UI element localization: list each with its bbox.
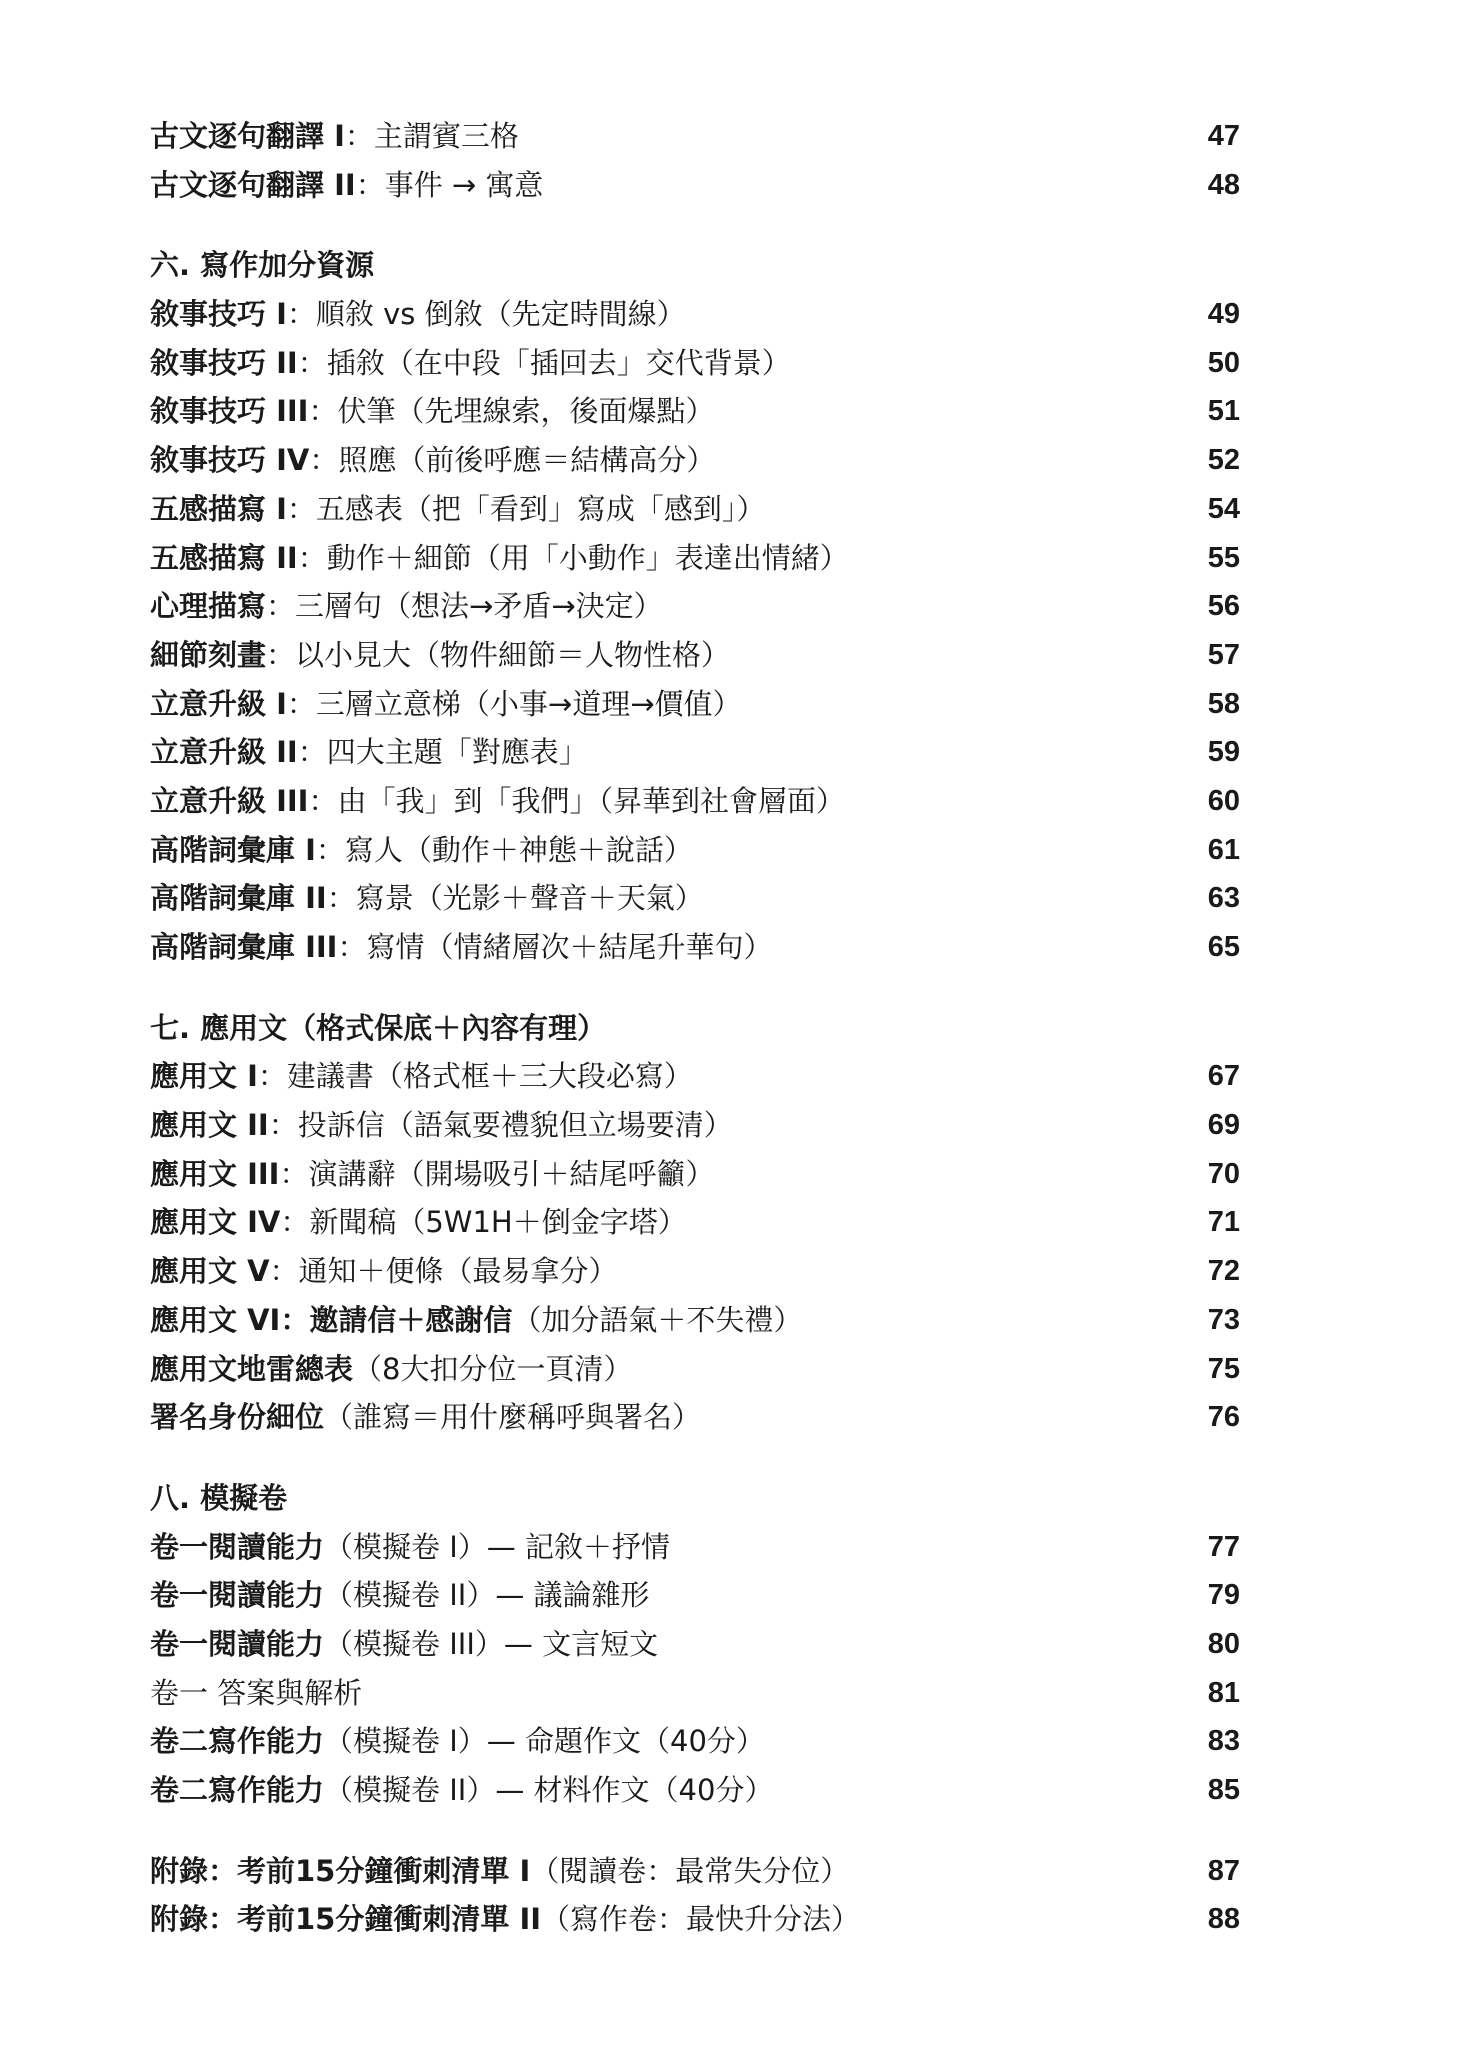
toc-entry[interactable] — [150, 1393, 1240, 1442]
toc-entry-lead: 卷二寫作能力 — [150, 1724, 325, 1759]
section-gap — [150, 209, 1240, 241]
toc-page-number: 73 — [1207, 1303, 1240, 1336]
toc-page-number: 71 — [1207, 1206, 1240, 1239]
toc-entry-title — [150, 1247, 618, 1296]
toc-entry-lead: 古文逐句翻譯 II — [150, 167, 356, 202]
toc-page-number: 55 — [1207, 541, 1240, 574]
toc-entry-lead: 敘事技巧 IV — [150, 443, 310, 478]
toc-entry-detail: ：演講辭（開場吸引＋結尾呼籲） — [279, 1156, 715, 1191]
toc-page-number: 70 — [1207, 1157, 1240, 1190]
toc-entry-detail: ：插敘（在中段「插回去」交代背景） — [297, 345, 791, 380]
section-heading: 八. 模擬卷 — [150, 1480, 288, 1515]
toc-entry-title — [150, 680, 742, 729]
toc-entry-title — [150, 1669, 362, 1718]
toc-entry-detail: ：照應（前後呼應＝結構高分） — [309, 443, 716, 478]
toc-entry-detail: （模擬卷 I）— 記敘＋抒情 — [324, 1529, 671, 1564]
toc-entry-title — [150, 1150, 714, 1199]
toc-entry-detail: 卷一 答案與解析 — [150, 1675, 363, 1710]
toc-entry-lead: 附錄：考前15分鐘衝刺清單 I — [150, 1853, 531, 1888]
toc-page-number: 67 — [1207, 1060, 1240, 1093]
toc-entry[interactable] — [150, 485, 1240, 534]
toc-entry-detail: ：以小見大（物件細節＝人物性格） — [266, 637, 731, 672]
toc-page-number: 54 — [1207, 492, 1240, 525]
toc-page-number: 63 — [1207, 882, 1240, 915]
toc-entry-lead: 立意升級 II — [150, 735, 298, 770]
toc-page-number: 80 — [1207, 1627, 1240, 1660]
toc-entry[interactable] — [150, 631, 1240, 680]
toc-entry[interactable] — [150, 1296, 1240, 1345]
toc-entry-detail: （8大扣分位一頁清） — [353, 1351, 633, 1386]
toc-entry-detail: （模擬卷 III）— 文言短文 — [324, 1626, 659, 1661]
toc-entry-lead: 卷一閱讀能力 — [150, 1578, 325, 1613]
toc-entry-lead: 應用文 III — [150, 1156, 280, 1191]
toc-entry-lead: 應用文 IV — [150, 1205, 281, 1240]
toc-entry-title — [150, 161, 543, 210]
toc-entry-detail: ：主謂賓三格 — [344, 119, 519, 153]
toc-entry-detail: ：寫人（動作＋神態＋說話） — [315, 832, 693, 867]
toc-entry-title — [150, 1345, 632, 1394]
toc-entry-title — [150, 112, 519, 161]
toc-page-number: 56 — [1207, 590, 1240, 623]
toc-entry-lead: 應用文 II — [150, 1108, 269, 1143]
toc-page-number: 52 — [1207, 444, 1240, 477]
toc-entry-detail: ：投訴信（語氣要禮貌但立場要清） — [268, 1108, 733, 1143]
toc-entry-lead: 心理描寫 — [150, 589, 267, 624]
toc-page-number: 87 — [1207, 1854, 1240, 1887]
toc-entry-detail: ：新聞稿（5W1H＋倒金字塔） — [280, 1205, 687, 1240]
toc-entry[interactable] — [150, 777, 1240, 826]
toc-entry-lead: 應用文 VI：邀請信＋感謝信 — [150, 1302, 513, 1337]
toc-entry[interactable] — [150, 826, 1240, 875]
toc-entry-lead: 應用文地雷總表 — [150, 1351, 354, 1386]
toc-page-number: 77 — [1207, 1530, 1240, 1563]
toc-page-number: 88 — [1207, 1903, 1240, 1936]
toc-entry-detail: ：寫景（光影＋聲音＋天氣） — [326, 881, 704, 916]
toc-entry-detail: （加分語氣＋不失禮） — [512, 1302, 803, 1337]
toc-entry-lead: 卷一閱讀能力 — [150, 1529, 325, 1564]
section-gap — [150, 1442, 1240, 1474]
toc-entry[interactable] — [150, 680, 1240, 729]
toc-page-number: 85 — [1207, 1774, 1240, 1806]
toc-page-number: 75 — [1207, 1352, 1240, 1385]
toc-entry-lead: 立意升級 I — [150, 686, 287, 721]
toc-entry-detail: （模擬卷 II）— 材料作文（40分） — [324, 1773, 774, 1807]
toc-entry-title — [150, 1620, 658, 1669]
toc-page-number: 49 — [1207, 298, 1240, 331]
toc-entry-title — [150, 582, 663, 631]
toc-entry[interactable] — [150, 1150, 1240, 1199]
toc-entry-title — [150, 339, 791, 388]
toc-entry[interactable] — [150, 161, 1240, 210]
toc-entry[interactable] — [150, 923, 1240, 972]
toc-entry-detail: ：動作＋細節（用「小動作」表達出情緒） — [297, 540, 849, 575]
toc-entry-detail: （閱讀卷：最常失分位） — [530, 1853, 850, 1888]
section-gap — [150, 972, 1240, 1004]
toc-page-number: 59 — [1207, 736, 1240, 769]
section-gap — [150, 1815, 1240, 1847]
toc-page-number: 65 — [1207, 931, 1240, 963]
toc-entry[interactable] — [150, 1847, 1240, 1896]
toc-entry-detail: ：順敘 vs 倒敘（先定時間線） — [286, 297, 686, 332]
toc-entry-title — [150, 1393, 701, 1442]
toc-entry-detail: ：建議書（格式框＋三大段必寫） — [257, 1059, 693, 1094]
toc-page-number: 47 — [1207, 120, 1240, 152]
toc-entry-lead: 卷一閱讀能力 — [150, 1626, 325, 1661]
toc-entry-title — [150, 485, 765, 534]
toc-entry-detail: ：伏筆（先埋線索，後面爆點） — [308, 394, 715, 429]
toc-entry-lead: 五感描寫 II — [150, 540, 298, 575]
toc-entry[interactable] — [150, 1571, 1240, 1620]
toc-entry[interactable] — [150, 874, 1240, 923]
toc-entry-title — [150, 728, 588, 777]
toc-entry-lead: 高階詞彙庫 II — [150, 881, 327, 916]
toc-entry[interactable] — [150, 1101, 1240, 1150]
toc-entry-title — [150, 387, 714, 436]
toc-entry-lead: 古文逐句翻譯 I — [150, 119, 345, 153]
toc-entry-detail: （寫作卷：最快升分法） — [541, 1902, 861, 1937]
toc-entry-lead: 敘事技巧 II — [150, 345, 298, 380]
section-heading: 六. 寫作加分資源 — [150, 248, 375, 283]
toc-entry-detail: ：由「我」到「我們」（昇華到社會層面） — [308, 783, 845, 818]
toc-entry-title — [150, 436, 715, 485]
toc-entry-detail: ：通知＋便條（最易拿分） — [269, 1254, 618, 1289]
toc-entry-lead: 敘事技巧 III — [150, 394, 309, 429]
toc-entry-lead: 應用文 I — [150, 1059, 258, 1094]
toc-entry-title — [150, 1198, 687, 1247]
toc-entry-lead: 細節刻畫 — [150, 637, 267, 672]
toc-entry-title — [150, 290, 686, 339]
toc-entry[interactable] — [150, 582, 1240, 631]
toc-entry-title — [150, 1766, 773, 1815]
toc-entry-title — [150, 1571, 650, 1620]
toc-entry-lead: 高階詞彙庫 III — [150, 930, 338, 964]
toc-entry[interactable] — [150, 1669, 1240, 1718]
toc-entry[interactable] — [150, 1717, 1240, 1766]
toc-page-number: 61 — [1207, 833, 1240, 866]
toc-entry-title — [150, 874, 704, 923]
toc-entry-title — [150, 1101, 733, 1150]
toc-entry[interactable] — [150, 387, 1240, 436]
toc-entry[interactable] — [150, 1052, 1240, 1101]
toc-entry[interactable] — [150, 290, 1240, 339]
toc-entry[interactable] — [150, 1895, 1240, 1944]
toc-entry[interactable] — [150, 1523, 1240, 1572]
toc-entry-title — [150, 534, 849, 583]
toc-page-number: 60 — [1207, 784, 1240, 817]
toc-page-number: 72 — [1207, 1255, 1240, 1288]
toc-entry-lead: 附錄：考前15分鐘衝刺清單 II — [150, 1902, 542, 1937]
toc-entry[interactable] — [150, 1345, 1240, 1394]
toc-entry[interactable] — [150, 728, 1240, 777]
toc-entry-lead: 高階詞彙庫 I — [150, 832, 316, 867]
toc-entry[interactable] — [150, 339, 1240, 388]
toc-entry-lead: 應用文 V — [150, 1254, 270, 1289]
toc-entry[interactable] — [150, 1198, 1240, 1247]
toc-entry-detail: ：五感表（把「看到」寫成「感到」） — [286, 491, 766, 526]
toc-entry[interactable] — [150, 436, 1240, 485]
toc-entry-title — [150, 1296, 802, 1345]
toc-entry-title — [150, 1847, 849, 1896]
toc-entry-lead: 敘事技巧 I — [150, 297, 287, 332]
toc-entry[interactable] — [150, 1247, 1240, 1296]
toc-entry-title — [150, 1052, 693, 1101]
toc-page-number: 79 — [1207, 1579, 1240, 1612]
toc-entry-title — [150, 1895, 860, 1944]
toc-entry-lead: 立意升級 III — [150, 783, 309, 818]
toc-entry-lead: 五感描寫 I — [150, 491, 287, 526]
toc-page-number: 69 — [1207, 1109, 1240, 1142]
toc-entry[interactable] — [150, 112, 1240, 161]
toc-entry-detail: ：三層句（想法→矛盾→決定） — [266, 589, 663, 624]
toc-entry-title — [150, 923, 772, 972]
toc-entry-detail: ：四大主題「對應表」 — [297, 735, 588, 770]
toc-entry-title — [150, 1523, 670, 1572]
toc-entry-detail: （模擬卷 I）— 命題作文（40分） — [324, 1724, 765, 1759]
toc-page-number: 48 — [1207, 168, 1240, 201]
toc-entry[interactable] — [150, 1620, 1240, 1669]
toc-entry-detail: （誰寫＝用什麼稱呼與署名） — [324, 1400, 702, 1435]
toc-page-number: 81 — [1207, 1676, 1240, 1709]
toc-entry-detail: （模擬卷 II）— 議論雜形 — [324, 1578, 650, 1613]
toc-entry-lead: 署名身份細位 — [150, 1400, 325, 1435]
toc-page-number: 50 — [1207, 346, 1240, 379]
table-of-contents — [150, 112, 1240, 1944]
toc-entry-detail: ：寫情（情緒層次＋結尾升華句） — [337, 930, 773, 964]
toc-page-number: 57 — [1207, 638, 1240, 671]
toc-entry-title — [150, 1717, 765, 1766]
toc-page-number: 76 — [1207, 1401, 1240, 1434]
toc-entry[interactable] — [150, 534, 1240, 583]
toc-entry-detail: ：事件 → 寓意 — [355, 167, 544, 202]
toc-entry[interactable] — [150, 1766, 1240, 1815]
toc-entry-detail: ：三層立意梯（小事→道理→價值） — [286, 686, 742, 721]
toc-entry-title — [150, 826, 693, 875]
section-heading: 七. 應用文（格式保底＋內容有理） — [150, 1010, 607, 1045]
toc-page-number: 58 — [1207, 687, 1240, 720]
toc-entry-title — [150, 777, 845, 826]
toc-entry-title — [150, 631, 730, 680]
toc-page-number: 51 — [1207, 395, 1240, 428]
toc-page-number: 83 — [1207, 1725, 1240, 1758]
toc-entry-lead: 卷二寫作能力 — [150, 1773, 325, 1807]
